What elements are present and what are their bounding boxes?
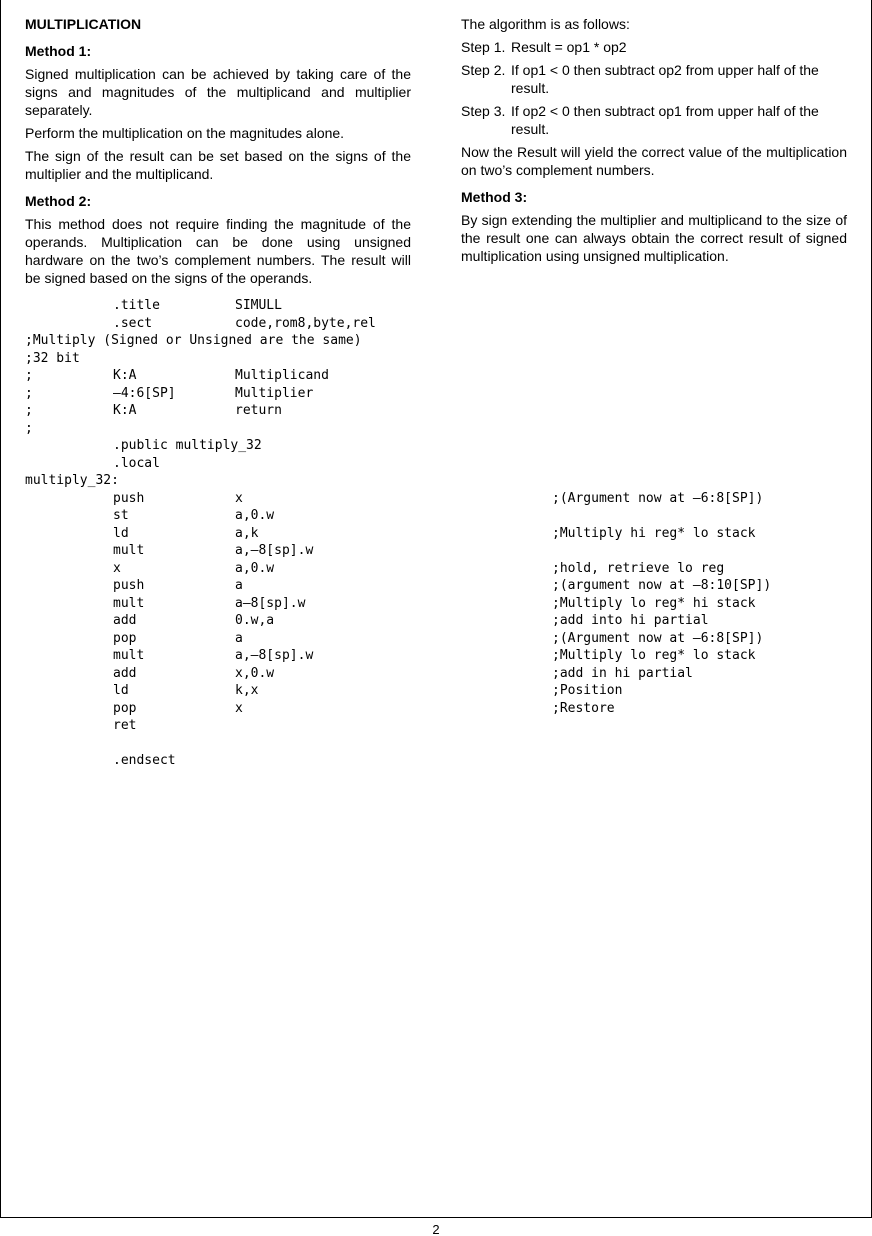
code-token: ld — [113, 683, 129, 698]
code-token: Multiplier — [235, 385, 314, 401]
code-line — [25, 455, 855, 473]
code-token: x — [235, 700, 243, 716]
code-token: code,rom8,byte,rel — [235, 315, 376, 331]
code-token: push — [113, 490, 145, 506]
code-token: mult — [113, 543, 145, 558]
code-token: pop — [113, 630, 137, 646]
code-line — [25, 525, 855, 543]
code-token: a,–8[sp].w — [235, 648, 314, 663]
code-line — [25, 490, 855, 508]
algorithm-steps — [461, 38, 847, 138]
code-token: .public multiply_32 — [113, 438, 262, 453]
code-token: a,–8[sp].w — [235, 543, 314, 558]
method1-paragraph-1: Signed multiplication can be achieved by taking care of the signs and magnitudes of the multiplicand and multiplier separately. — [25, 66, 411, 118]
code-token: ;Multiply lo reg* hi stack — [552, 595, 756, 611]
code-token: ; — [25, 368, 33, 383]
code-token: x — [235, 490, 243, 506]
code-token: k,x — [235, 683, 259, 698]
code-token: ; — [25, 420, 33, 436]
method2-paragraph-1: This method does not require finding the magnitude of the operands. Multiplication can be done using unsigned hardware on the two’s complement numbers. The result will be signed based on the signs of the operands. — [25, 216, 411, 286]
code-token: ;Multiply (Signed or Unsigned are the same) — [25, 333, 362, 348]
code-line — [25, 752, 855, 770]
code-token: –4:6[SP] — [113, 385, 176, 401]
code-line — [25, 682, 855, 700]
code-token: x,0.w — [235, 665, 275, 681]
code-token: ;Multiply lo reg* lo stack — [552, 648, 756, 663]
code-line — [25, 560, 855, 578]
code-token: 0.w,a — [235, 613, 275, 628]
code-line — [25, 717, 855, 735]
code-token: a,0.w — [235, 560, 275, 576]
method2-title: Method 2: — [25, 193, 92, 209]
code-token: a — [235, 630, 243, 646]
method3-title: Method 3: — [461, 189, 528, 205]
code-token: multiply_32: — [25, 473, 119, 488]
code-token: ;hold, retrieve lo reg — [552, 560, 725, 576]
code-endsect: .endsect — [113, 753, 176, 768]
algorithm-step — [461, 61, 847, 97]
code-token: pop — [113, 700, 137, 716]
code-token: ;(Argument now at –6:8[SP]) — [552, 630, 764, 646]
code-line — [25, 420, 855, 438]
code-token: K:A — [113, 403, 137, 418]
code-line — [25, 507, 855, 525]
method3-paragraph-1: By sign extending the multiplier and multiplicand to the size of the result one can always obtain the correct result of signed multiplication using unsigned multiplication. — [461, 212, 847, 264]
algorithm-intro: The algorithm is as follows: — [461, 16, 630, 32]
code-token: ;Multiply hi reg* lo stack — [552, 525, 756, 541]
step-label: Step 1. — [461, 39, 506, 55]
code-line — [25, 595, 855, 613]
code-line — [25, 367, 855, 385]
code-token: ret — [113, 718, 137, 733]
code-token: push — [113, 578, 145, 593]
code-token: ;(Argument now at –6:8[SP]) — [552, 490, 764, 506]
code-blank-line — [25, 735, 855, 753]
code-line — [25, 350, 855, 368]
right-column — [461, 15, 847, 265]
code-token: Multiplicand — [235, 368, 329, 383]
code-line — [25, 437, 855, 455]
code-line — [25, 332, 855, 350]
page-number: 2 — [432, 1222, 440, 1236]
code-token: add — [113, 613, 137, 628]
algorithm-step — [461, 102, 847, 138]
code-token: mult — [113, 595, 145, 611]
left-column — [25, 15, 411, 287]
algorithm-conclusion: Now the Result will yield the correct value of the multiplication on two’s complement numbers. — [461, 144, 847, 178]
code-line — [25, 630, 855, 648]
code-token: ld — [113, 525, 129, 541]
code-token: st — [113, 508, 129, 523]
algorithm-step — [461, 38, 847, 56]
code-line — [25, 542, 855, 560]
code-line — [25, 647, 855, 665]
code-line — [25, 612, 855, 630]
step-text: If op1 < 0 then subtract op2 from upper half of the result. — [511, 62, 819, 96]
code-token: add — [113, 665, 137, 681]
code-line — [25, 577, 855, 595]
code-token: ;32 bit — [25, 350, 80, 366]
code-token: SIMULL — [235, 298, 282, 313]
code-listing — [25, 297, 855, 770]
code-line — [25, 665, 855, 683]
method1-title: Method 1: — [25, 43, 92, 59]
code-token: ;add in hi partial — [552, 665, 693, 681]
method1-paragraph-2: Perform the multiplication on the magnitudes alone. — [25, 125, 345, 141]
section-heading: MULTIPLICATION — [25, 16, 142, 32]
code-token: mult — [113, 648, 145, 663]
code-token: ;(argument now at –8:10[SP]) — [552, 578, 772, 593]
code-token: K:A — [113, 368, 137, 383]
code-token: .local — [113, 455, 160, 471]
code-token: a,0.w — [235, 508, 275, 523]
code-line — [25, 472, 855, 490]
code-token: ;add into hi partial — [552, 613, 709, 628]
step-text: If op2 < 0 then subtract op1 from upper half of the result. — [511, 103, 819, 137]
code-line — [25, 700, 855, 718]
code-line — [25, 315, 855, 333]
code-token: .title — [113, 298, 160, 313]
code-token: a–8[sp].w — [235, 595, 306, 611]
code-token: .sect — [113, 315, 153, 331]
code-token: ; — [25, 385, 33, 401]
method1-paragraph-3: The sign of the result can be set based on the signs of the multiplier and the multiplicand. — [25, 148, 411, 182]
code-line — [25, 385, 855, 403]
code-token: a — [235, 578, 243, 593]
code-token: x — [113, 560, 121, 576]
step-text: Result = op1 * op2 — [511, 39, 627, 55]
code-token: ;Restore — [552, 700, 615, 716]
code-line — [25, 402, 855, 420]
code-token: ;Position — [552, 683, 623, 698]
code-token: ; — [25, 403, 33, 418]
step-label: Step 2. — [461, 62, 506, 78]
step-label: Step 3. — [461, 103, 506, 119]
code-line — [25, 297, 855, 315]
code-token: a,k — [235, 525, 259, 541]
code-token: return — [235, 403, 282, 418]
